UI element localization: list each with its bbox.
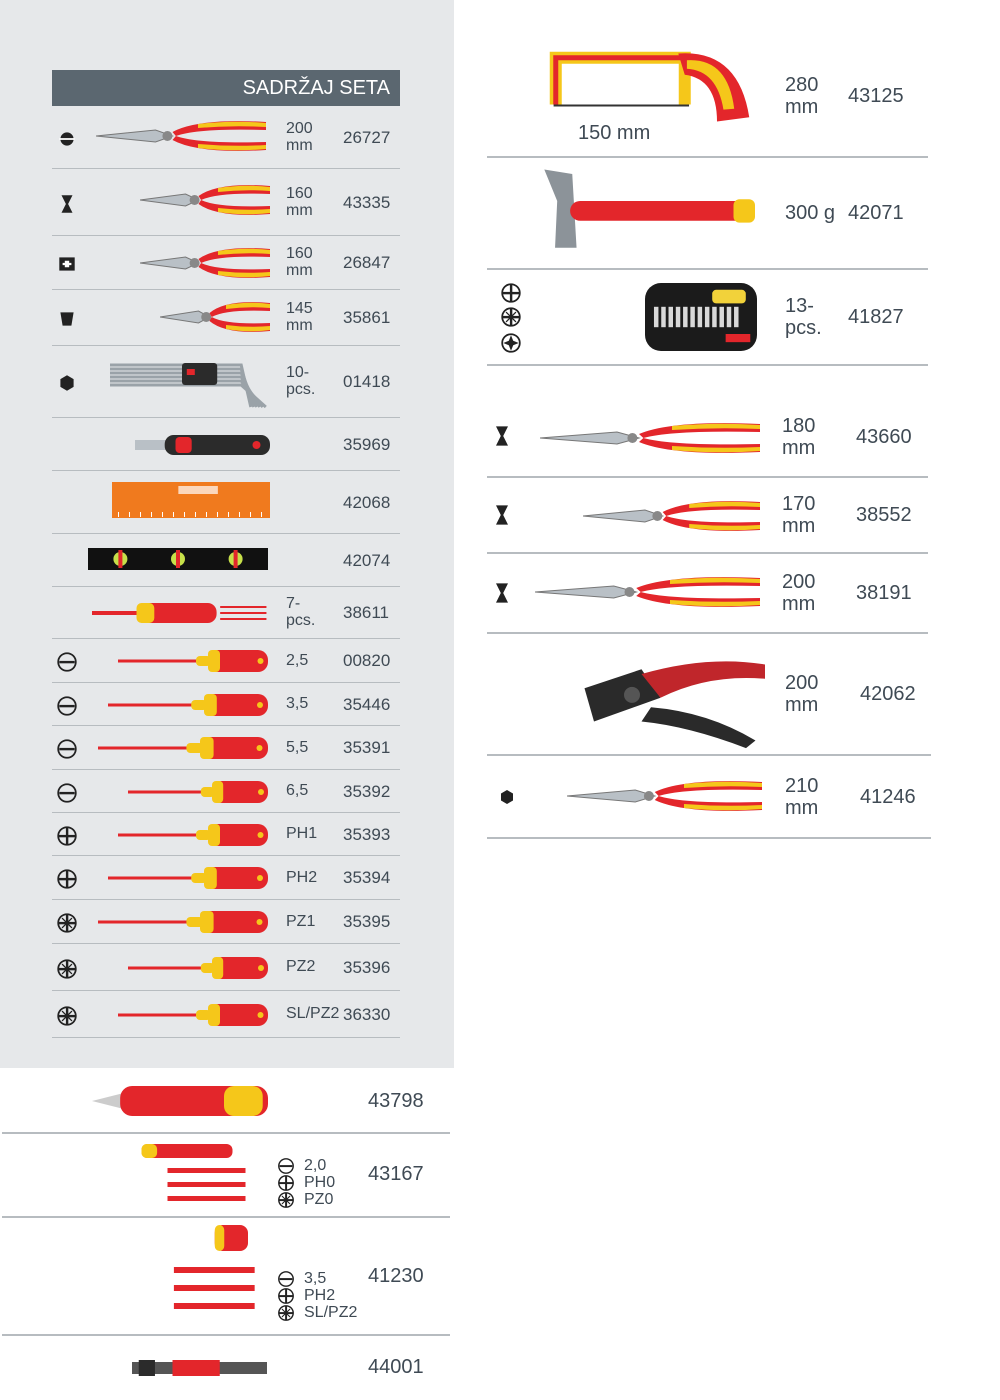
item-size-label: 160 mm: [286, 184, 313, 219]
voltage-tester-image: [92, 1084, 268, 1118]
divider: [487, 364, 928, 366]
divider: [487, 476, 928, 478]
square-cross-icon: [56, 253, 78, 275]
blade-set-short-image: [172, 1225, 267, 1325]
bowtie-cutter-icon: [490, 424, 514, 448]
slotted-icon: [277, 1270, 295, 1288]
divider: [52, 470, 400, 471]
hacksaw-image: [545, 45, 760, 130]
pozidriv-icon: [277, 1304, 295, 1322]
hex-icon: [56, 372, 78, 394]
item-code: 43125: [848, 85, 904, 107]
item-code: 38552: [856, 504, 912, 526]
crimping-pliers-image: [567, 765, 762, 827]
item-size-label: SL/PZ2: [286, 1005, 340, 1022]
divider: [487, 552, 928, 554]
item-code: 36330: [343, 1004, 391, 1024]
item-size-label: 160 mm: [286, 245, 313, 279]
divider: [52, 417, 400, 418]
sub-size-label: SL/PZ2: [304, 1304, 358, 1321]
item-size-label: PZ2: [286, 958, 316, 975]
cable-cutter-image: [540, 405, 760, 471]
slotted-icon: [56, 651, 78, 673]
item-size-label: PZ1: [286, 912, 316, 930]
divider: [52, 345, 400, 346]
wire-stripper-pliers-image: [140, 238, 270, 288]
wire-stripper-automatic-image: [575, 655, 765, 750]
divider: [52, 812, 400, 813]
item-size-label: 200 mm: [782, 571, 816, 615]
item-code: 35395: [343, 912, 391, 931]
item-code: 44001: [368, 1356, 424, 1378]
divider: [52, 533, 400, 534]
item-code: 42062: [860, 683, 916, 705]
item-code: 43798: [368, 1090, 424, 1112]
torx-icon: [500, 332, 522, 354]
divider: [52, 682, 400, 683]
slotted-icon: [56, 695, 78, 717]
hex-icon: [497, 787, 517, 807]
item-size-label: 7- pcs.: [286, 595, 316, 629]
item-code: 41246: [860, 785, 916, 808]
screwdriver-set-compact-image: [92, 596, 270, 630]
phillips-icon: [56, 825, 78, 847]
pozidriv-icon: [500, 306, 522, 328]
divider: [52, 638, 400, 639]
divider: [52, 943, 400, 944]
divider: [52, 899, 400, 900]
sub-size-label: 3,5: [304, 1270, 327, 1287]
divider: [487, 156, 928, 158]
trapezoid-icon: [56, 308, 78, 330]
item-code: 35391: [343, 738, 391, 757]
slotted-icon: [277, 1157, 295, 1175]
item-code: 35861: [343, 308, 391, 327]
screwdriver-image: [98, 910, 268, 934]
item-code: 43167: [368, 1163, 424, 1185]
divider: [52, 855, 400, 856]
item-code: 43660: [856, 426, 912, 448]
item-size-label: 200 mm: [286, 120, 313, 154]
item-size-label: 3,5: [286, 695, 309, 712]
divider: [2, 1216, 450, 1218]
item-code: 00820: [343, 651, 391, 670]
phillips-icon: [277, 1287, 295, 1305]
bowtie-cutter-icon: [490, 581, 514, 605]
item-code: 26727: [343, 128, 391, 147]
sub-size-label: 2,0: [304, 1157, 327, 1174]
end-cutter-image: [160, 293, 270, 341]
item-code: 38191: [856, 582, 912, 604]
bit-set-image: [645, 283, 757, 351]
divider: [487, 754, 931, 756]
divider: [52, 769, 400, 770]
pozidriv-icon: [56, 1005, 78, 1027]
item-code: 41827: [848, 306, 904, 328]
pozidriv-icon: [56, 958, 78, 980]
sub-size-label: PH2: [304, 1287, 336, 1304]
item-code: 41230: [368, 1265, 424, 1287]
item-size-label: 2,5: [286, 651, 309, 669]
slotted-icon: [56, 782, 78, 804]
item-size-label: PH2: [286, 868, 318, 886]
bowtie-cutter-icon: [56, 193, 78, 215]
item-size-label: 6,5: [286, 782, 309, 799]
pozidriv-icon: [56, 912, 78, 934]
slotted-oval-icon: [56, 128, 78, 150]
item-size-label: 145 mm: [286, 300, 313, 334]
pozidriv-icon: [277, 1191, 295, 1209]
item-code: 42071: [848, 202, 904, 224]
cable-cutter-image: [535, 558, 760, 626]
bowtie-cutter-icon: [490, 503, 514, 527]
screwdriver-image: [118, 823, 268, 847]
item-code: 42074: [343, 550, 391, 570]
item-code: 35396: [343, 957, 391, 977]
item-code: 26847: [343, 253, 391, 272]
item-code: 35392: [343, 781, 391, 801]
set-contents-header: SADRŽAJ SETA: [52, 70, 400, 106]
divider: [52, 1037, 400, 1038]
item-code: 42068: [343, 492, 391, 512]
divider: [2, 1334, 450, 1336]
cable-cutter-image: [583, 488, 760, 544]
screwdriver-image: [128, 780, 268, 804]
hex-key-set-image: [110, 357, 270, 411]
divider: [52, 725, 400, 726]
extension-image: [132, 1356, 267, 1380]
divider: [52, 168, 400, 169]
divider: [52, 289, 400, 290]
item-size-label: 300 g: [785, 202, 836, 224]
set-contents-panel: [0, 0, 454, 1068]
screwdriver-image: [108, 693, 268, 717]
item-code: 35393: [343, 824, 391, 844]
item-size-label: 180 mm: [782, 415, 816, 459]
divider: [52, 235, 400, 236]
needle-nose-pliers-image: [96, 112, 266, 160]
item-size-label: 210 mm: [785, 774, 819, 819]
divider: [487, 268, 928, 270]
item-size-label: 280 mm: [785, 74, 819, 118]
screwdriver-image: [118, 1003, 268, 1027]
screwdriver-image: [108, 866, 268, 890]
item-code: 01418: [343, 372, 391, 391]
diagonal-cutter-image: [140, 176, 270, 224]
slotted-icon: [56, 738, 78, 760]
spirit-level-image: [88, 545, 268, 573]
item-size-label: 5,5: [286, 738, 309, 756]
item-code: 35394: [343, 868, 391, 887]
item-code: 38611: [343, 603, 390, 622]
item-size-label: 10- pcs.: [286, 364, 316, 398]
divider: [487, 837, 931, 839]
item-code: 35446: [343, 694, 391, 714]
screwdriver-image: [118, 649, 268, 673]
folding-ruler-image: [112, 478, 270, 522]
item-size-label: 170 mm: [782, 493, 816, 537]
item-code: 35969: [343, 434, 391, 454]
blade-length-label: 150 mm: [578, 122, 651, 144]
divider: [487, 632, 928, 634]
cable-knife-image: [135, 428, 270, 462]
phillips-icon: [277, 1174, 295, 1192]
blade-set-image: [135, 1142, 265, 1206]
item-size-label: 200 mm: [785, 672, 819, 716]
item-size-label: PH1: [286, 825, 318, 842]
divider: [52, 586, 400, 587]
divider: [52, 990, 400, 991]
hammer-image: [540, 165, 755, 255]
item-code: 43335: [343, 192, 391, 212]
screwdriver-image: [98, 736, 268, 760]
screwdriver-image: [128, 956, 268, 980]
item-size-label: 13- pcs.: [785, 295, 822, 339]
divider: [2, 1132, 450, 1134]
sub-size-label: PH0: [304, 1174, 336, 1191]
phillips-icon: [56, 868, 78, 890]
sub-size-label: PZ0: [304, 1191, 334, 1208]
phillips-icon: [500, 282, 522, 304]
